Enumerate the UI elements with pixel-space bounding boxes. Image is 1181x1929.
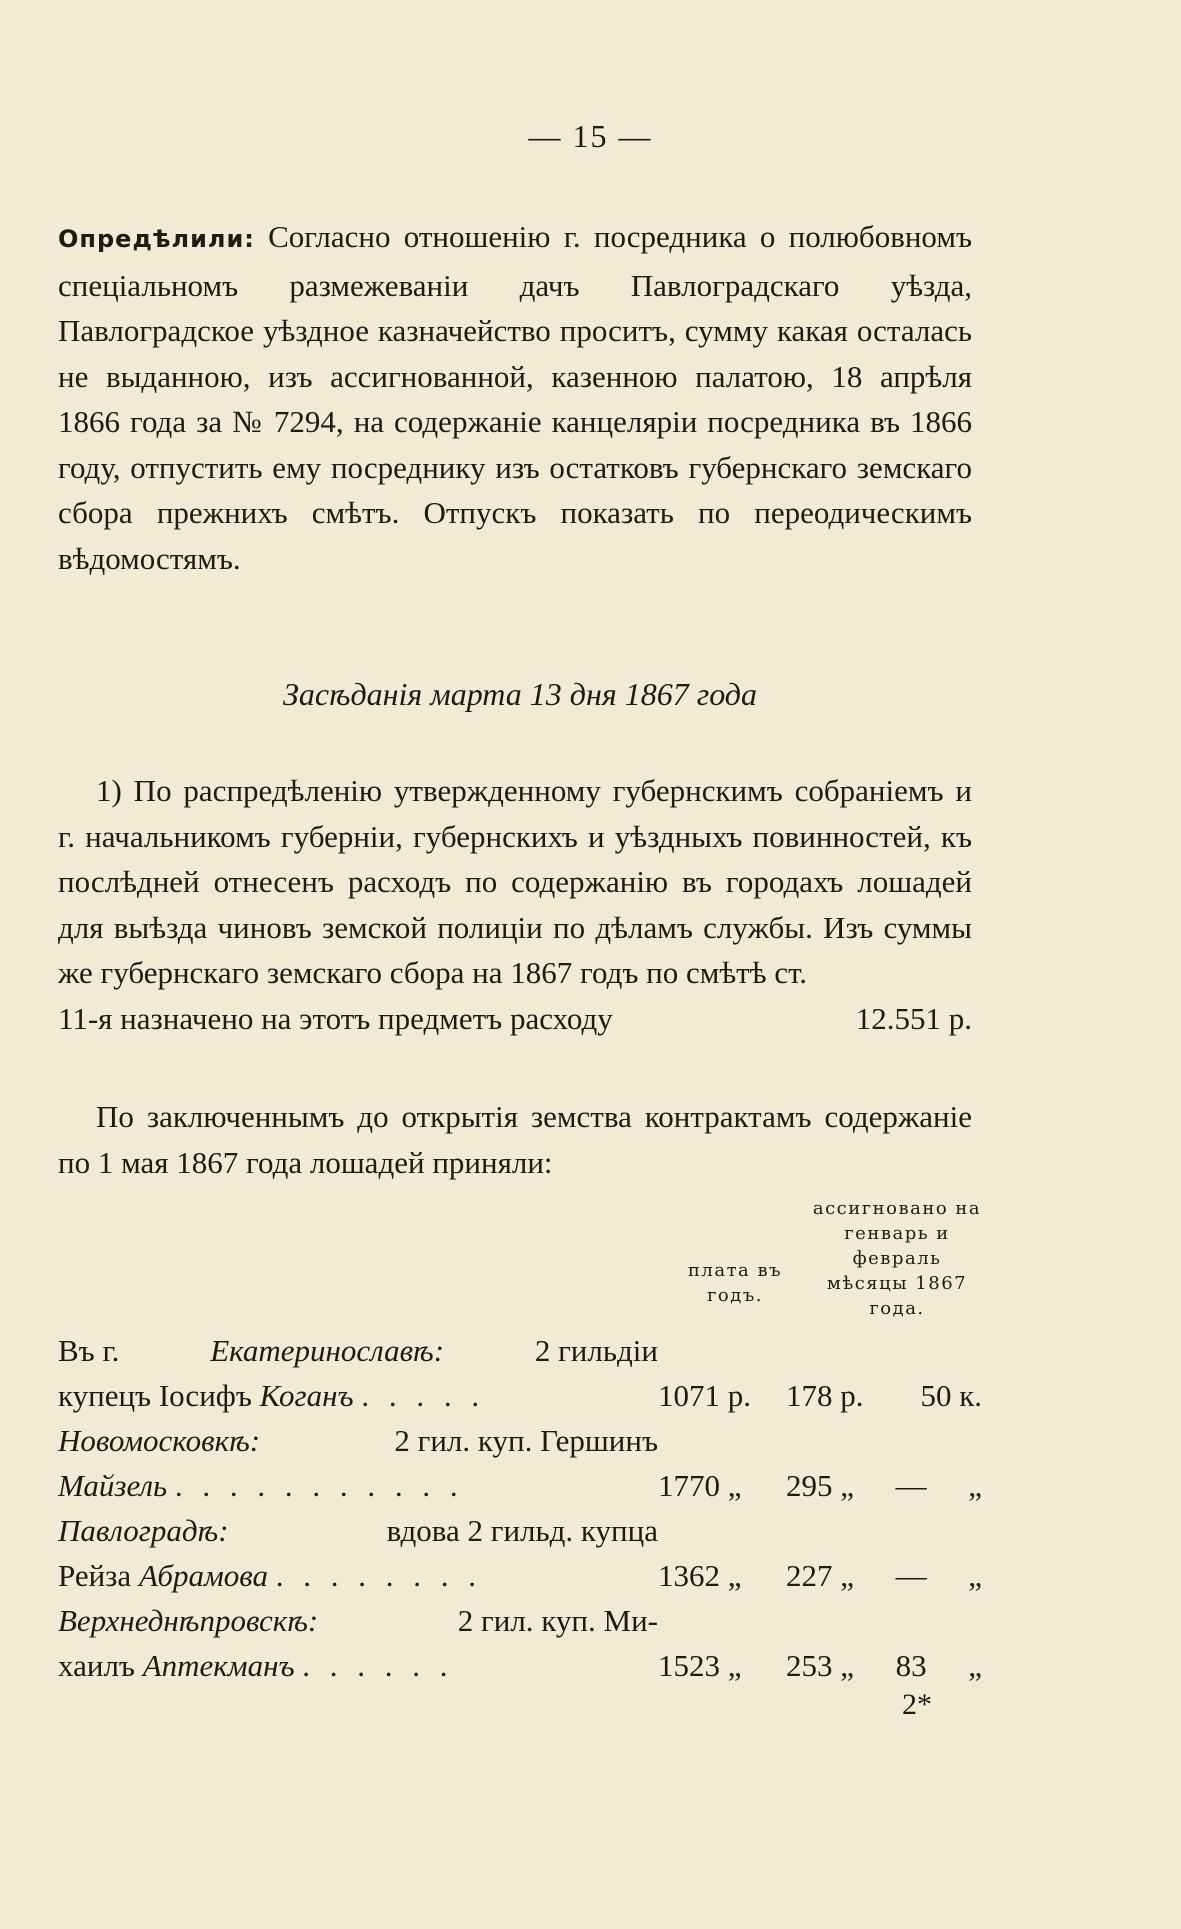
assigned-main: 295 „ [786,1468,855,1503]
table-row [58,1508,982,1598]
assigned-end: 50 к. [920,1378,982,1413]
row-place: Павлоградѣ: [58,1513,229,1548]
row-pay: 1770 „ [658,1468,742,1503]
item-1-amount-label: 11-я назначено на этотъ предметъ расходу [58,1000,613,1036]
page-number: — 15 — [528,118,653,154]
row-pay: 1362 „ [658,1558,742,1593]
row-assigned [786,1463,982,1508]
assigned-main: 178 р. [786,1378,864,1413]
item-1-amount-line [58,996,972,1042]
row-assigned [786,1373,982,1418]
contracts-table [58,1328,982,1688]
row-place: Новомосковкѣ: [58,1423,261,1458]
row-detail: 2 гил. куп. Гершинъ [394,1423,658,1458]
assigned-end: „ [968,1468,982,1503]
row-prefix: Въ г. [58,1333,120,1368]
row-name: Аптекманъ [142,1648,295,1683]
row-place: Верхнеднѣпровскѣ: [58,1603,319,1638]
row-detail: вдова 2 гильд. купца [386,1513,658,1548]
row-leader-dots: . . . . . . [302,1648,454,1683]
row-assigned [786,1643,982,1688]
item-1-amount: 12.551 р. [855,1000,972,1036]
assigned-end: „ [968,1648,982,1683]
row-name: Абрамова [138,1558,269,1593]
signature-mark: 2* [902,1688,932,1721]
row-assigned [786,1553,982,1598]
row-name: Коганъ [259,1378,354,1413]
table-row [58,1598,982,1688]
resolution-text: Согласно отношенію г. посредника о полюбовномъ спеціальномъ размежеваніи дачъ Павлоградскаго уѣзда, Павлоградское уѣздное казначейство проситъ, сумму какая осталась не выданною, изъ ассигнованной, казенною палатою, 18 апрѣля 1866 года за № 7294, на содержаніе канцеляріи посредника въ 1866 году, отпустить ему посреднику изъ остатковъ губернскаго земскаго сбора прежнихъ смѣтъ. Отпускъ показать по переодическимъ вѣдомостямъ. [58,219,972,576]
assigned-mid: — [895,1468,927,1503]
row-detail: 2 гил. куп. Ми- [457,1603,658,1638]
contracts-intro [58,1094,972,1185]
table-row [58,1328,982,1418]
row-leader-dots: . . . . . . . . . . . [174,1468,464,1503]
assigned-main: 253 „ [786,1648,855,1683]
row-name: Майзель [58,1468,168,1503]
assigned-mid: 83 [895,1648,927,1683]
row-person: хаилъ [58,1648,135,1683]
assigned-mid: — [895,1558,927,1593]
row-person: купецъ Іосифъ [58,1378,252,1413]
item-1-paragraph [58,768,972,1041]
table-row [58,1418,982,1508]
row-leader-dots: . . . . . . . . [275,1558,483,1593]
session-heading: Засѣданія марта 13 дня 1867 года [283,676,757,712]
item-1-text: 1) По распредѣленію утвержденному губернскимъ собраніемъ и г. начальникомъ губерніи, губернскихъ и уѣздныхъ повинностей, къ послѣдней отнесенъ расходъ по содержанію въ городахъ лошадей для выѣзда чиновъ земской полиціи по дѣламъ службы. Изъ суммы же губернскаго земскаго сбора на 1867 годъ по смѣтѣ ст. [58,773,972,990]
assigned-main: 227 „ [786,1558,855,1593]
row-place: Екатеринославѣ: [210,1333,445,1368]
column-header-pay: плата въ годъ. [687,1260,783,1306]
resolution-lead: Опредѣлили: [58,225,255,253]
column-header-assigned: ассигновано на генварь и февраль мѣсяцы 1867 года. [812,1198,982,1319]
resolution-paragraph [58,214,972,581]
row-detail: 2 гильдіи [534,1333,658,1368]
row-pay: 1523 „ [658,1648,742,1683]
assigned-end: „ [968,1558,982,1593]
row-pay: 1071 р. [658,1378,751,1413]
contracts-intro-text: По заключеннымъ до открытія земства контрактамъ содержаніе по 1 мая 1867 года лошадей приняли: [58,1099,972,1180]
row-person: Рейза [58,1558,132,1593]
row-leader-dots: . . . . . [361,1378,486,1413]
